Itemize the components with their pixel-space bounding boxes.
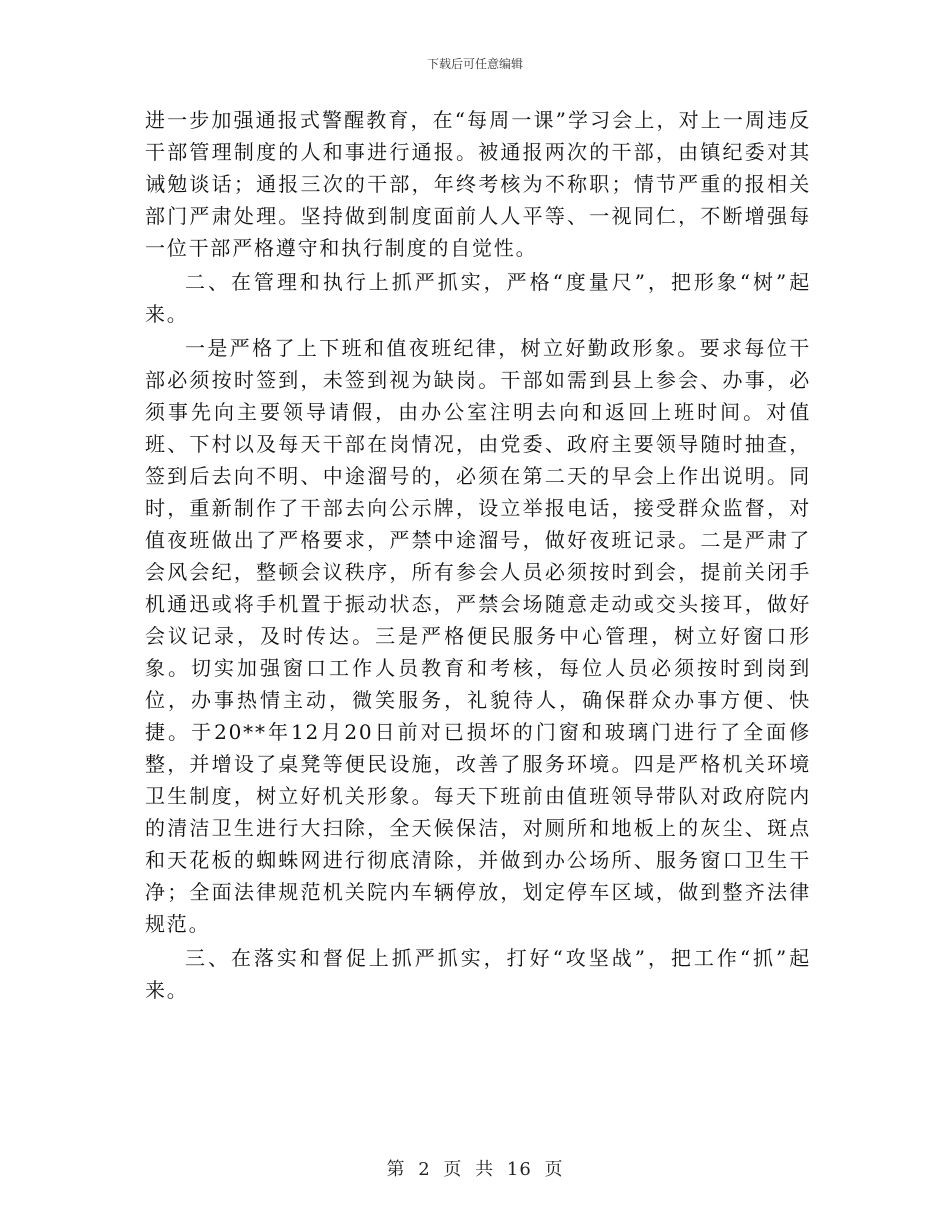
current-page-number: 2 (418, 1159, 431, 1180)
paragraph-discipline: 一是严格了上下班和值夜班纪律，树立好勤政形象。要求每位干部必须按时签到，未签到视为缺岗。干部如需到县上参会、办事，必须事先向主要领导请假，由办公室注明去向和返回上班时间。对值班、下村以及每天干部在岗情况，由党委、政府主要领导随时抽查，签到后去向不明、中途溜号的，必须在第二天的早会上作出说明。同时，重新制作了干部去向公示牌，设立举报电话，接受群众监督，对值夜班做出了严格要求，严禁中途溜号，做好夜班记录。二是严肃了会风会纪，整顿会议秩序，所有参会人员必须按时到会，提前关闭手机通迅或将手机置于振动状态，严禁会场随意走动或交头接耳，做好会议记录，及时传达。三是严格便民服务中心管理，树立好窗口形象。切实加强窗口工作人员教育和考核，每位人员必须按时到岗到位，办事热情主动，微笑服务，礼貌待人，确保群众办事方便、快捷。于20**年12月20日前对已损坏的门窗和玻璃门进行了全面修整，并增设了桌凳等便民设施，改善了服务环境。四是严格机关环境卫生制度，树立好机关形象。每天下班前由值班领导带队对政府院内的清洁卫生进行大扫除，全天候保洁，对厕所和地板上的灰尘、斑点和天花板的蜘蛛网进行彻底清除，并做到办公场所、服务窗口卫生干净；全面法律规范机关院内车辆停放，划定停车区域，做到整齐法律规范。 (145, 336, 811, 936)
document-body (145, 104, 811, 1006)
paragraph-continuation: 进一步加强通报式警醒教育，在“每周一课”学习会上，对上一周违反干部管理制度的人和事进行通报。被通报两次的干部，由镇纪委对其诫勉谈话；通报三次的干部，年终考核为不称职；情节严重的报相关部门严肃处理。坚持做到制度面前人人平等、一视同仁，不断增强每一位干部严格遵守和执行制度的自觉性。 (145, 108, 811, 260)
footer-total-word: 共 (475, 1159, 495, 1180)
section-heading-3: 三、在落实和督促上抓严抓实，打好“攻坚战”，把工作“抓”起来。 (145, 946, 811, 1002)
footer-prefix: 第 (386, 1159, 406, 1180)
footer-page-word: 页 (443, 1159, 463, 1180)
section-heading-2: 二、在管理和执行上抓严抓实，严格“度量尺”，把形象“树”起来。 (145, 270, 811, 326)
total-pages-number: 16 (506, 1159, 532, 1180)
page-footer (0, 1155, 950, 1181)
footer-suffix: 页 (544, 1159, 564, 1180)
page-header-note: 下载后可任意编辑 (426, 57, 523, 71)
